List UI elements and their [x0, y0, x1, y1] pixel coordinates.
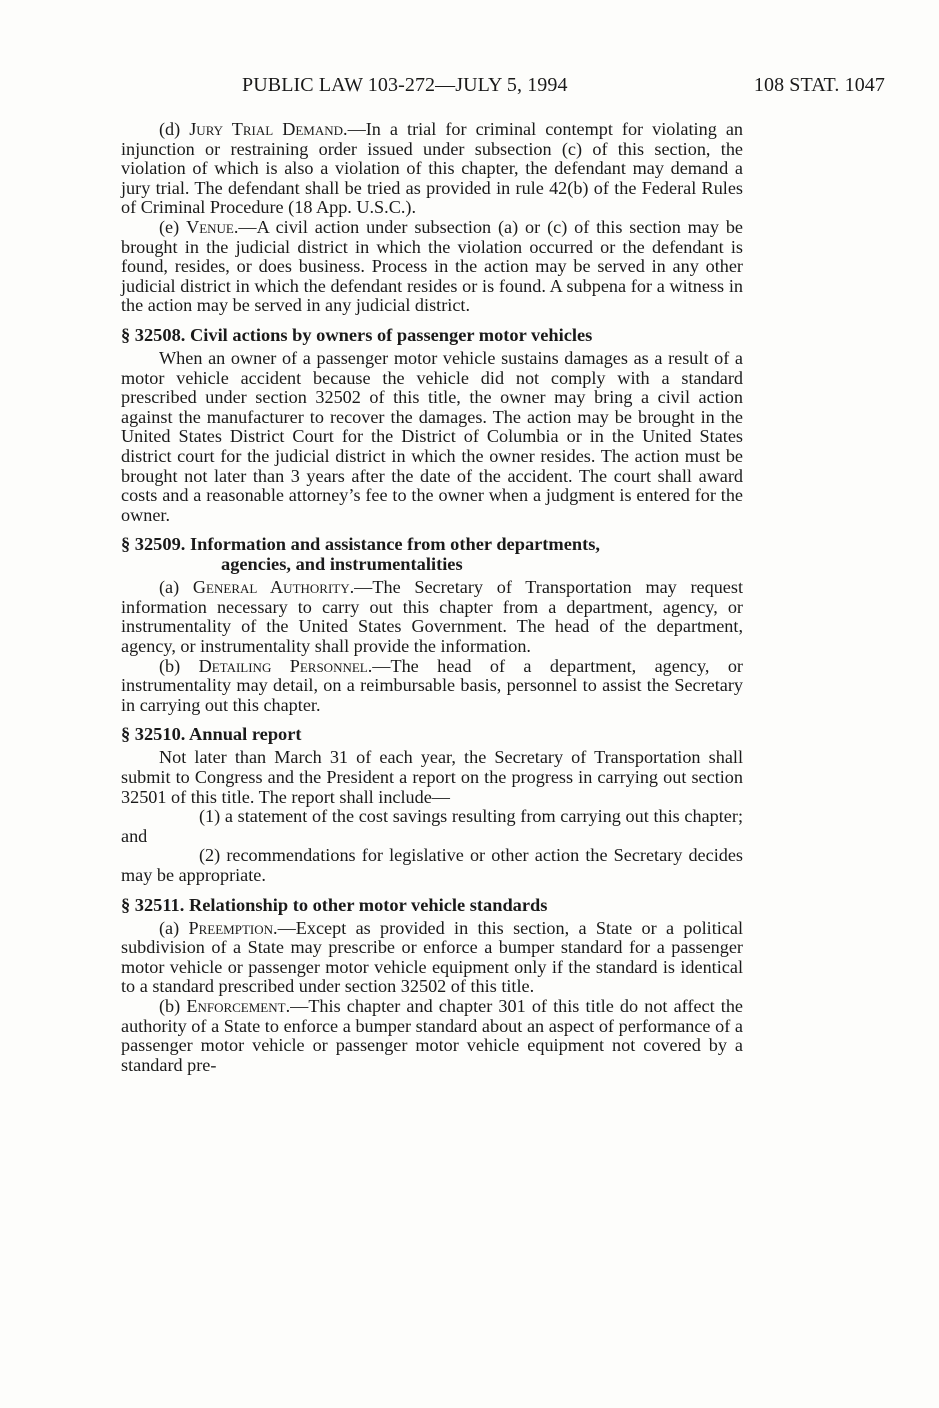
subsection-caption: Venue. — [186, 216, 239, 237]
subsection-b-enforcement: (b) Enforcement.—This chapter and chapter 301 of this title do not affect the authority of a State to enforce a bumper standard about an aspect of performance of a passenger motor vehicle or passenger motor vehicle equipment not covered by a standard pre- — [121, 995, 743, 1075]
subsection-caption: Enforcement. — [186, 995, 291, 1016]
section-heading-32509: § 32509. Information and assistance from other departments, agencies, and instrumentalities — [121, 534, 601, 575]
section-32510-item-1: (1) a statement of the cost savings resulting from carrying out this chapter; and — [121, 806, 743, 846]
section-32510-text: Not later than March 31 of each year, the Secretary of Transportation shall submit to Congress and the President a report on the progress in carrying out section 32501 of this title. The report shall include— — [121, 747, 743, 807]
section-heading-32510: § 32510. Annual report — [121, 724, 302, 745]
section-32510-item-2: (2) recommendations for legislative or other action the Secretary decides may be appropriate. — [121, 845, 743, 885]
subsection-caption: Jury Trial Demand. — [189, 119, 348, 139]
subsection-caption: General Authority. — [192, 577, 355, 598]
subsection-d-jury-trial: (d) Jury Trial Demand.—In a trial for criminal contempt for violating an injunction or restraining order issued under subsection (c) of this section, the violation of which is also a violation of this chapter, the defendant may demand a jury trial. The defendant shall be tried as provided in rule 42(b) of the Federal Rules of Criminal Procedure (18 App. U.S.C.). — [121, 119, 743, 218]
subsection-a-preemption: (a) Preemption.—Except as provided in this section, a State or a political subdivision of a State may prescribe or enforce a bumper standard for a passenger motor vehicle or passenger motor vehicle equipment only if the standard is identical to a standard prescribed under section 32502 of this title. — [121, 917, 744, 997]
subsection-caption: Detailing Personnel. — [198, 655, 373, 676]
subsection-caption: Preemption. — [188, 917, 278, 938]
subsection-a-general-authority: (a) General Authority.—The Secretary of Transportation may request information necessary to carry out this chapter from a department, agency, or instrumentality of the United States Government. The head of the department, agency, or instrumentality shall provide the information. — [121, 577, 744, 657]
statute-page-number: 108 STAT. 1047 — [753, 74, 885, 96]
section-heading-32508: § 32508. Civil actions by owners of passenger motor vehicles — [121, 324, 593, 345]
section-32508-text: When an owner of a passenger motor vehicle sustains damages as a result of a motor vehicle accident because the vehicle did not comply with a standard prescribed under section 32502 of this title, the owner may bring a civil action against the manufacturer to recover the damages. The action may be brought in the United States District Court for the District of Columbia or in the United States district court for the judicial district in which the owner resides. The action must be brought not later than 3 years after the date of the accident. The court shall award costs and a reasonable attorney’s fee to the owner when a judgment is entered for the owner. — [121, 347, 743, 525]
section-heading-32511: § 32511. Relationship to other motor vehicle standards — [121, 894, 548, 915]
subsection-e-venue: (e) Venue.—A civil action under subsection (a) or (c) of this section may be brought in the judicial district in which the violation occurred or the defendant is found, resides, or does business. Process in the action may be served in any other judicial district in which the defendant resides or is found. A subpena for a witness in the action may be served in any judicial district. — [121, 216, 743, 316]
subsection-b-detailing-personnel: (b) Detailing Personnel.—The head of a department, agency, or instrumentality may detail, on a reimbursable basis, personnel to assist the Secretary in carrying out this chapter. — [121, 655, 743, 715]
running-title: PUBLIC LAW 103-272—JULY 5, 1994 — [242, 74, 568, 96]
page-header — [120, 74, 885, 104]
document-body — [121, 120, 743, 1075]
